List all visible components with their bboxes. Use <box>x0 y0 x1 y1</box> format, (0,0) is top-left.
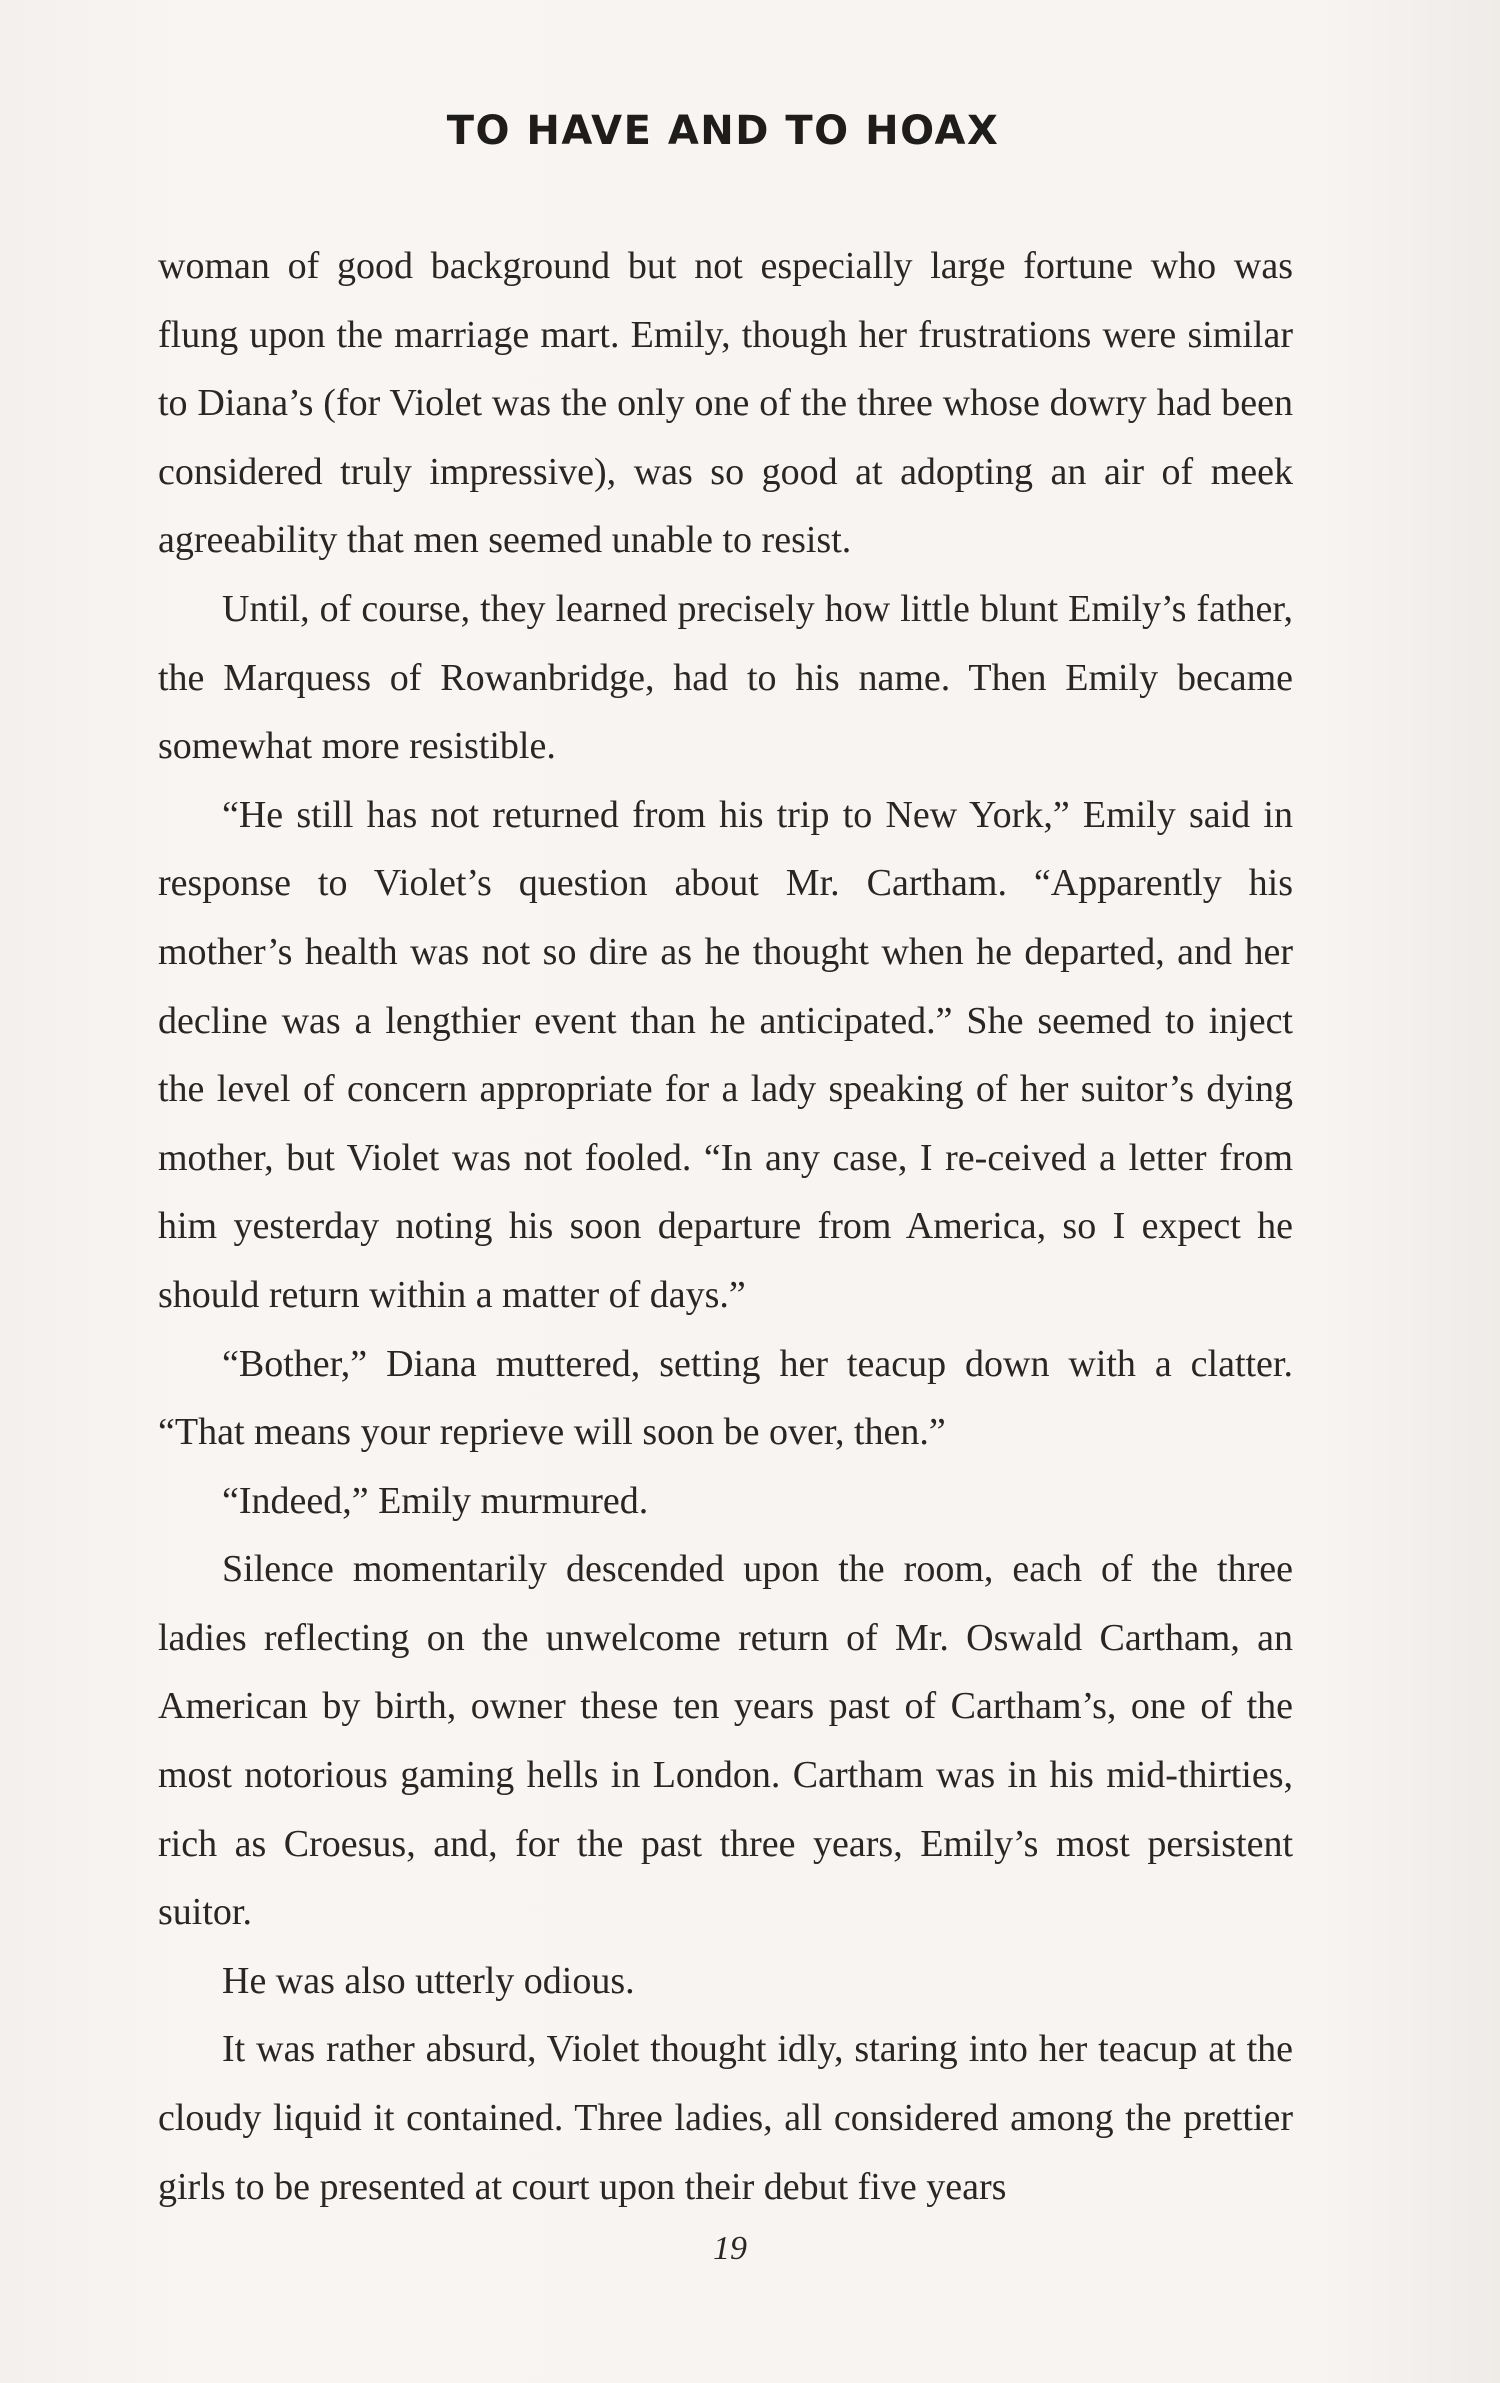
body-text <box>158 232 1293 2221</box>
running-head: TO HAVE AND TO HOAX <box>446 108 1000 154</box>
paragraph: woman of good background but not especially large fortune who was flung upon the marriage mart. Emily, though her frustrations were similar to Diana’s (for Violet was the only one of the three whose dowry had been considered truly impressive), was so good at adopting an air of meek agreeability that men seemed unable to resist. <box>158 245 1293 562</box>
page-number: 19 <box>713 2230 747 2267</box>
paragraph: Silence momentarily descended upon the room, each of the three ladies reflecting on the unwelcome return of Mr. Oswald Cartham, an American by birth, owner these ten years past of Cartham’s, one of the most notorious gaming hells in London. Cartham was in his mid-thirties, rich as Croesus, and, for the past three years, Emily’s most persistent suitor. <box>158 1548 1293 1934</box>
paragraph: Until, of course, they learned precisely how little blunt Emily’s father, the Marquess of Rowanbridge, had to his name. Then Emily became somewhat more resistible. <box>158 587 1293 768</box>
paragraph: “Indeed,” Emily murmured. <box>222 1479 649 1522</box>
paragraph: “He still has not returned from his trip to New York,” Emily said in response to Violet’s question about Mr. Cartham. “Apparently his mother’s health was not so dire as he thought when he departed, and her decline was a lengthier event than he anticipated.” She seemed to inject the level of concern appropriate for a lady speaking of her suitor’s dying mother, but Violet was not fooled. “In any case, I re-ceived a letter from him yesterday noting his soon departure from America, so I expect he should return within a matter of days.” <box>158 793 1293 1316</box>
paragraph: “Bother,” Diana muttered, setting her teacup down with a clatter. “That means your reprieve will soon be over, then.” <box>158 1342 1293 1454</box>
paragraph: It was rather absurd, Violet thought idly, staring into her teacup at the cloudy liquid it contained. Three ladies, all considered among the prettier girls to be presented at court upon their debut five years <box>158 2028 1293 2208</box>
paragraph: He was also utterly odious. <box>222 1959 635 2002</box>
